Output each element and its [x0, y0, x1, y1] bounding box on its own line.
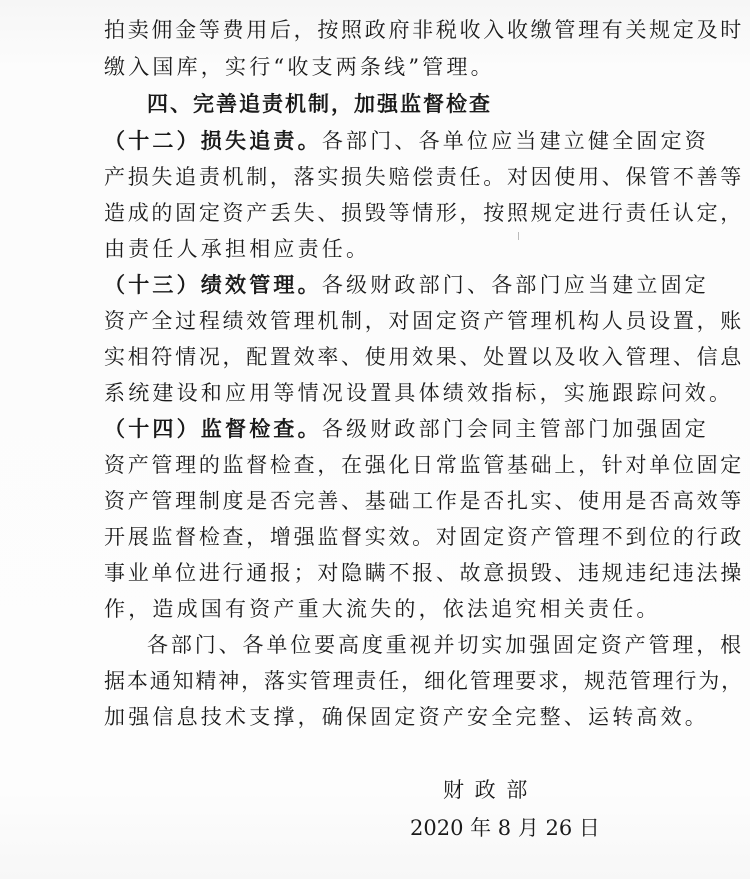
item14-text-1: 各级财政部门会同主管部门加强固定	[321, 417, 710, 441]
item14-line-5: 事业单位进行通报；对隐瞒不报、故意损毁、违规违纪违法操	[104, 561, 744, 585]
item12-text-1: 各部门、各单位应当建立健全固定资	[321, 129, 710, 153]
intro-line-1: 拍卖佣金等费用后，按照政府非税收入收缴管理有关规定及时	[104, 18, 744, 42]
item14-line-2: 资产管理的监督检查，在强化日常监管基础上，针对单位固定	[104, 453, 744, 477]
item14-line-4: 开展监督检查，增强监督实效。对固定资产管理不到位的行政	[104, 525, 744, 549]
item13-title: （十三）绩效管理。	[104, 272, 322, 297]
item12-title: （十二）损失追责。	[104, 128, 322, 153]
item14-line-6: 作，造成国有资产重大流失的，依法追究相关责任。	[104, 597, 661, 621]
item14-title: （十四）监督检查。	[104, 416, 322, 441]
item14-first-line	[104, 416, 709, 442]
intro-line-2: 缴入国库，实行“收支两条线”管理。	[104, 55, 495, 79]
signature-issuer: 财 政 部	[443, 778, 530, 802]
signature-date: 2020 年 8 月 26 日	[410, 816, 600, 840]
item12-first-line	[104, 128, 709, 154]
scan-mark	[518, 232, 524, 240]
closing-line-1: 各部门、各单位要高度重视并切实加强固定资产管理，根	[147, 633, 744, 657]
item13-line-2: 资产全过程绩效管理机制，对固定资产管理机构人员设置，账	[104, 309, 744, 333]
closing-line-3: 加强信息技术支撑，确保固定资产安全完整、运转高效。	[104, 705, 709, 729]
item14-line-3: 资产管理制度是否完善、基础工作是否扎实、使用是否高效等	[104, 489, 744, 513]
item12-line-3: 造成的固定资产丢失、损毁等情形，按照规定进行责任认定，	[104, 201, 744, 225]
item13-first-line	[104, 272, 709, 298]
item13-line-3: 实相符情况，配置效率、使用效果、处置以及收入管理、信息	[104, 345, 744, 369]
item13-text-1: 各级财政部门、各部门应当建立固定	[321, 273, 710, 297]
item12-line-4: 由责任人承担相应责任。	[104, 237, 371, 261]
section-heading: 四、完善追责机制，加强监督检查	[147, 91, 492, 116]
closing-line-2: 据本通知精神，落实管理责任，细化管理要求，规范管理行为，	[104, 669, 744, 693]
item12-line-2: 产损失追责机制，落实损失赔偿责任。对因使用、保管不善等	[104, 165, 744, 189]
item13-line-4: 系统建设和应用等情况设置具体绩效指标，实施跟踪问效。	[104, 381, 734, 405]
